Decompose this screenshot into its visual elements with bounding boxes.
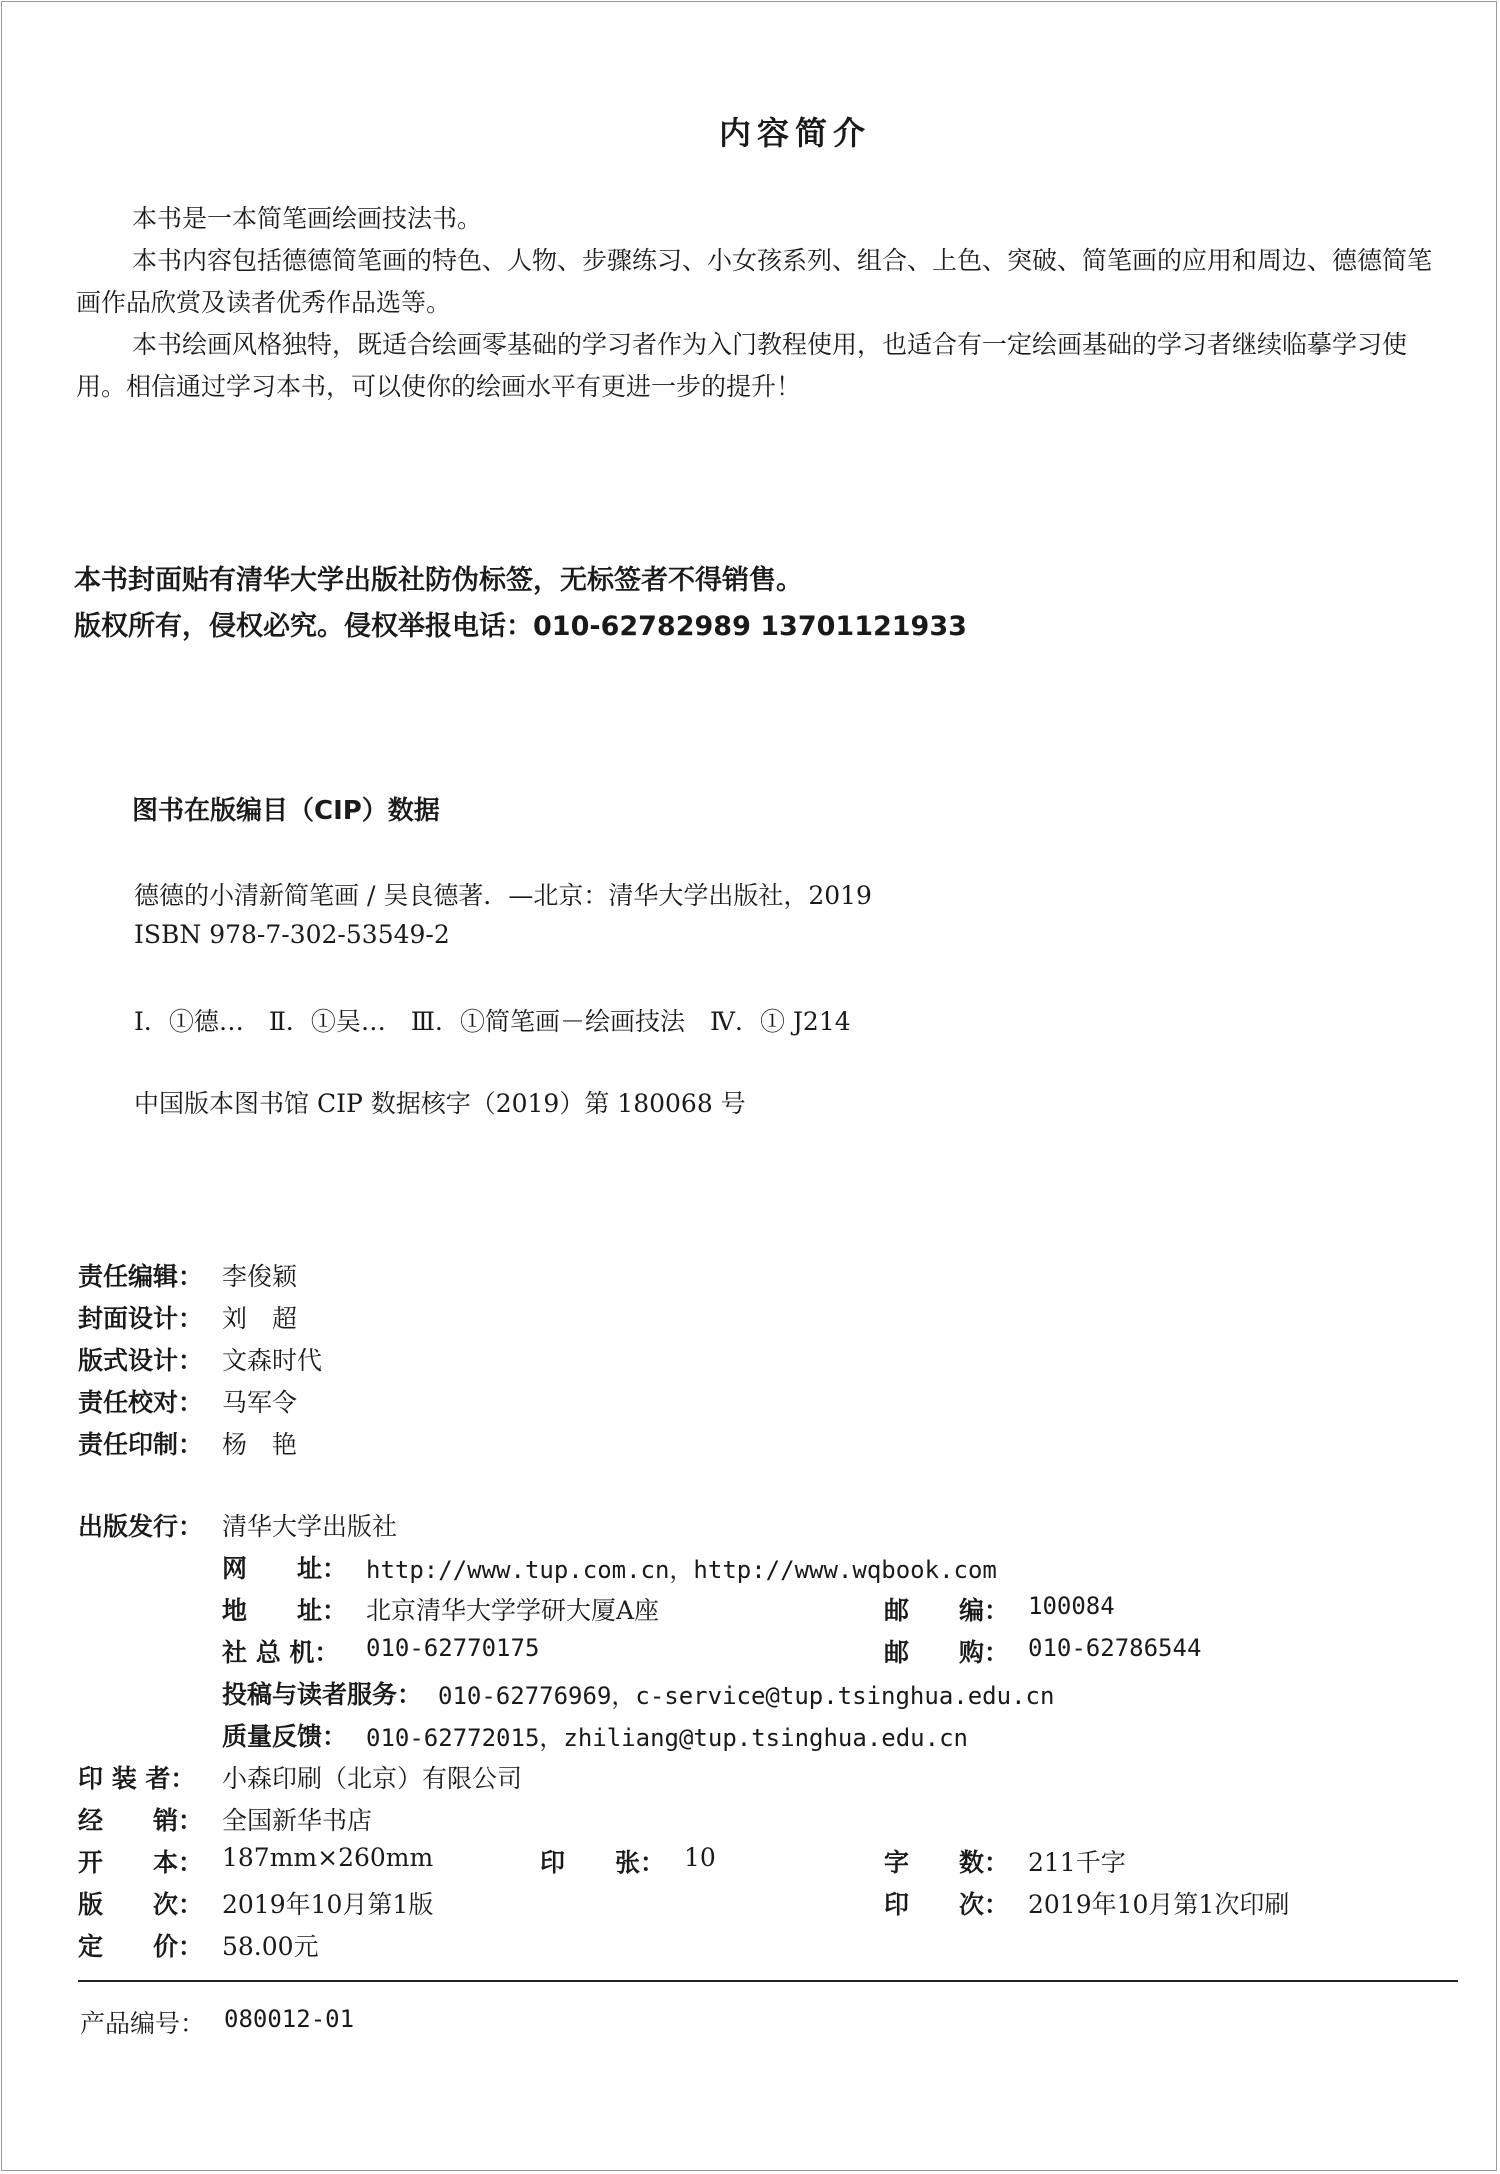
- staff-value-proofread: 马军令: [222, 1388, 298, 1417]
- intro-paragraph-3: 本书绘画风格独特，既适合绘画零基础的学习者作为入门教程使用，也适合有一定绘画基础的学习者继续临摹学习使用。相信通过学习本书，可以使你的绘画水平有更进一步的提升！: [76, 330, 1408, 401]
- switchboard-value: 010-62770175: [366, 1634, 540, 1662]
- staff-label-cover: 封面设计：: [78, 1304, 204, 1333]
- mail-order-label: 邮 购：: [884, 1638, 1010, 1667]
- cip-line-isbn: ISBN 978-7-302-53549-2: [134, 920, 450, 949]
- postcode-value: 100084: [1028, 1592, 1115, 1620]
- staff-value-print: 杨 艳: [222, 1430, 298, 1459]
- publisher-label: 出版发行：: [78, 1512, 204, 1541]
- reader-service-label: 投稿与读者服务：: [222, 1680, 423, 1709]
- footer-divider: [78, 1980, 1458, 1982]
- staff-label-print: 责任印制：: [78, 1430, 204, 1459]
- staff-value-layout: 文森时代: [222, 1346, 323, 1375]
- postcode-label: 邮 编：: [884, 1596, 1010, 1625]
- switchboard-label: 社 总 机：: [222, 1638, 340, 1667]
- publisher-value: 清华大学出版社: [222, 1512, 398, 1541]
- word-count-label: 字 数：: [884, 1848, 1010, 1877]
- cip-line-record: 中国版本图书馆 CIP 数据核字（2019）第 180068 号: [134, 1089, 746, 1118]
- website-label: 网 址：: [222, 1554, 348, 1583]
- mail-order-value: 010-62786544: [1028, 1634, 1202, 1662]
- website-value: http://www.tup.com.cn，http://www.wqbook.com: [366, 1556, 997, 1584]
- product-code-value: 080012-01: [224, 2005, 355, 2033]
- price-value: 58.00元: [222, 1932, 319, 1961]
- edition-label: 版 次：: [78, 1890, 204, 1919]
- reader-service-value: 010-62776969，c-service@tup.tsinghua.edu.cn: [438, 1682, 1055, 1710]
- staff-label-proofread: 责任校对：: [78, 1388, 204, 1417]
- impression-label: 印 次：: [884, 1890, 1010, 1919]
- printer-label: 印 装 者：: [78, 1764, 196, 1793]
- copyright-notice: 版权所有，侵权必究。侵权举报电话：010-62782989 13701121933: [74, 611, 967, 642]
- page-title: 内容简介: [718, 114, 871, 152]
- quality-feedback-value: 010-62772015，zhiliang@tup.tsinghua.edu.cn: [366, 1724, 968, 1752]
- edition-value: 2019年10月第1版: [222, 1890, 434, 1919]
- staff-label-layout: 版式设计：: [78, 1346, 204, 1375]
- format-label: 开 本：: [78, 1848, 204, 1877]
- distributor-value: 全国新华书店: [222, 1806, 373, 1835]
- cip-line-classification: Ⅰ．①德… Ⅱ．①吴… Ⅲ．①简笔画－绘画技法 Ⅳ．① J214: [134, 1007, 851, 1036]
- staff-label-editor: 责任编辑：: [78, 1262, 204, 1291]
- sheets-label: 印 张：: [540, 1848, 666, 1877]
- format-value: 187mm×260mm: [222, 1843, 434, 1872]
- staff-value-editor: 李俊颖: [222, 1262, 298, 1291]
- intro-paragraph-2: 本书内容包括德德简笔画的特色、人物、步骤练习、小女孩系列、组合、上色、突破、简笔画的应用和周边、德德简笔画作品欣赏及读者优秀作品选等。: [76, 246, 1433, 317]
- cip-heading: 图书在版编目（CIP）数据: [132, 796, 440, 826]
- impression-value: 2019年10月第1次印刷: [1028, 1890, 1290, 1919]
- price-label: 定 价：: [78, 1932, 204, 1961]
- address-label: 地 址：: [222, 1596, 348, 1625]
- address-value: 北京清华大学学研大厦A座: [366, 1596, 660, 1625]
- cip-line-title: 德德的小清新简笔画 / 吴良德著．—北京：清华大学出版社，2019: [134, 881, 872, 910]
- quality-feedback-label: 质量反馈：: [222, 1722, 348, 1751]
- word-count-value: 211千字: [1028, 1848, 1126, 1877]
- sheets-value: 10: [684, 1843, 716, 1872]
- intro-paragraph-1: 本书是一本简笔画绘画技法书。: [132, 204, 483, 233]
- anti-counterfeit-notice: 本书封面贴有清华大学出版社防伪标签，无标签者不得销售。: [74, 565, 803, 596]
- product-code-label: 产品编号：: [80, 2009, 206, 2038]
- distributor-label: 经 销：: [78, 1806, 204, 1835]
- staff-value-cover: 刘 超: [222, 1304, 298, 1333]
- printer-value: 小森印刷（北京）有限公司: [222, 1764, 523, 1793]
